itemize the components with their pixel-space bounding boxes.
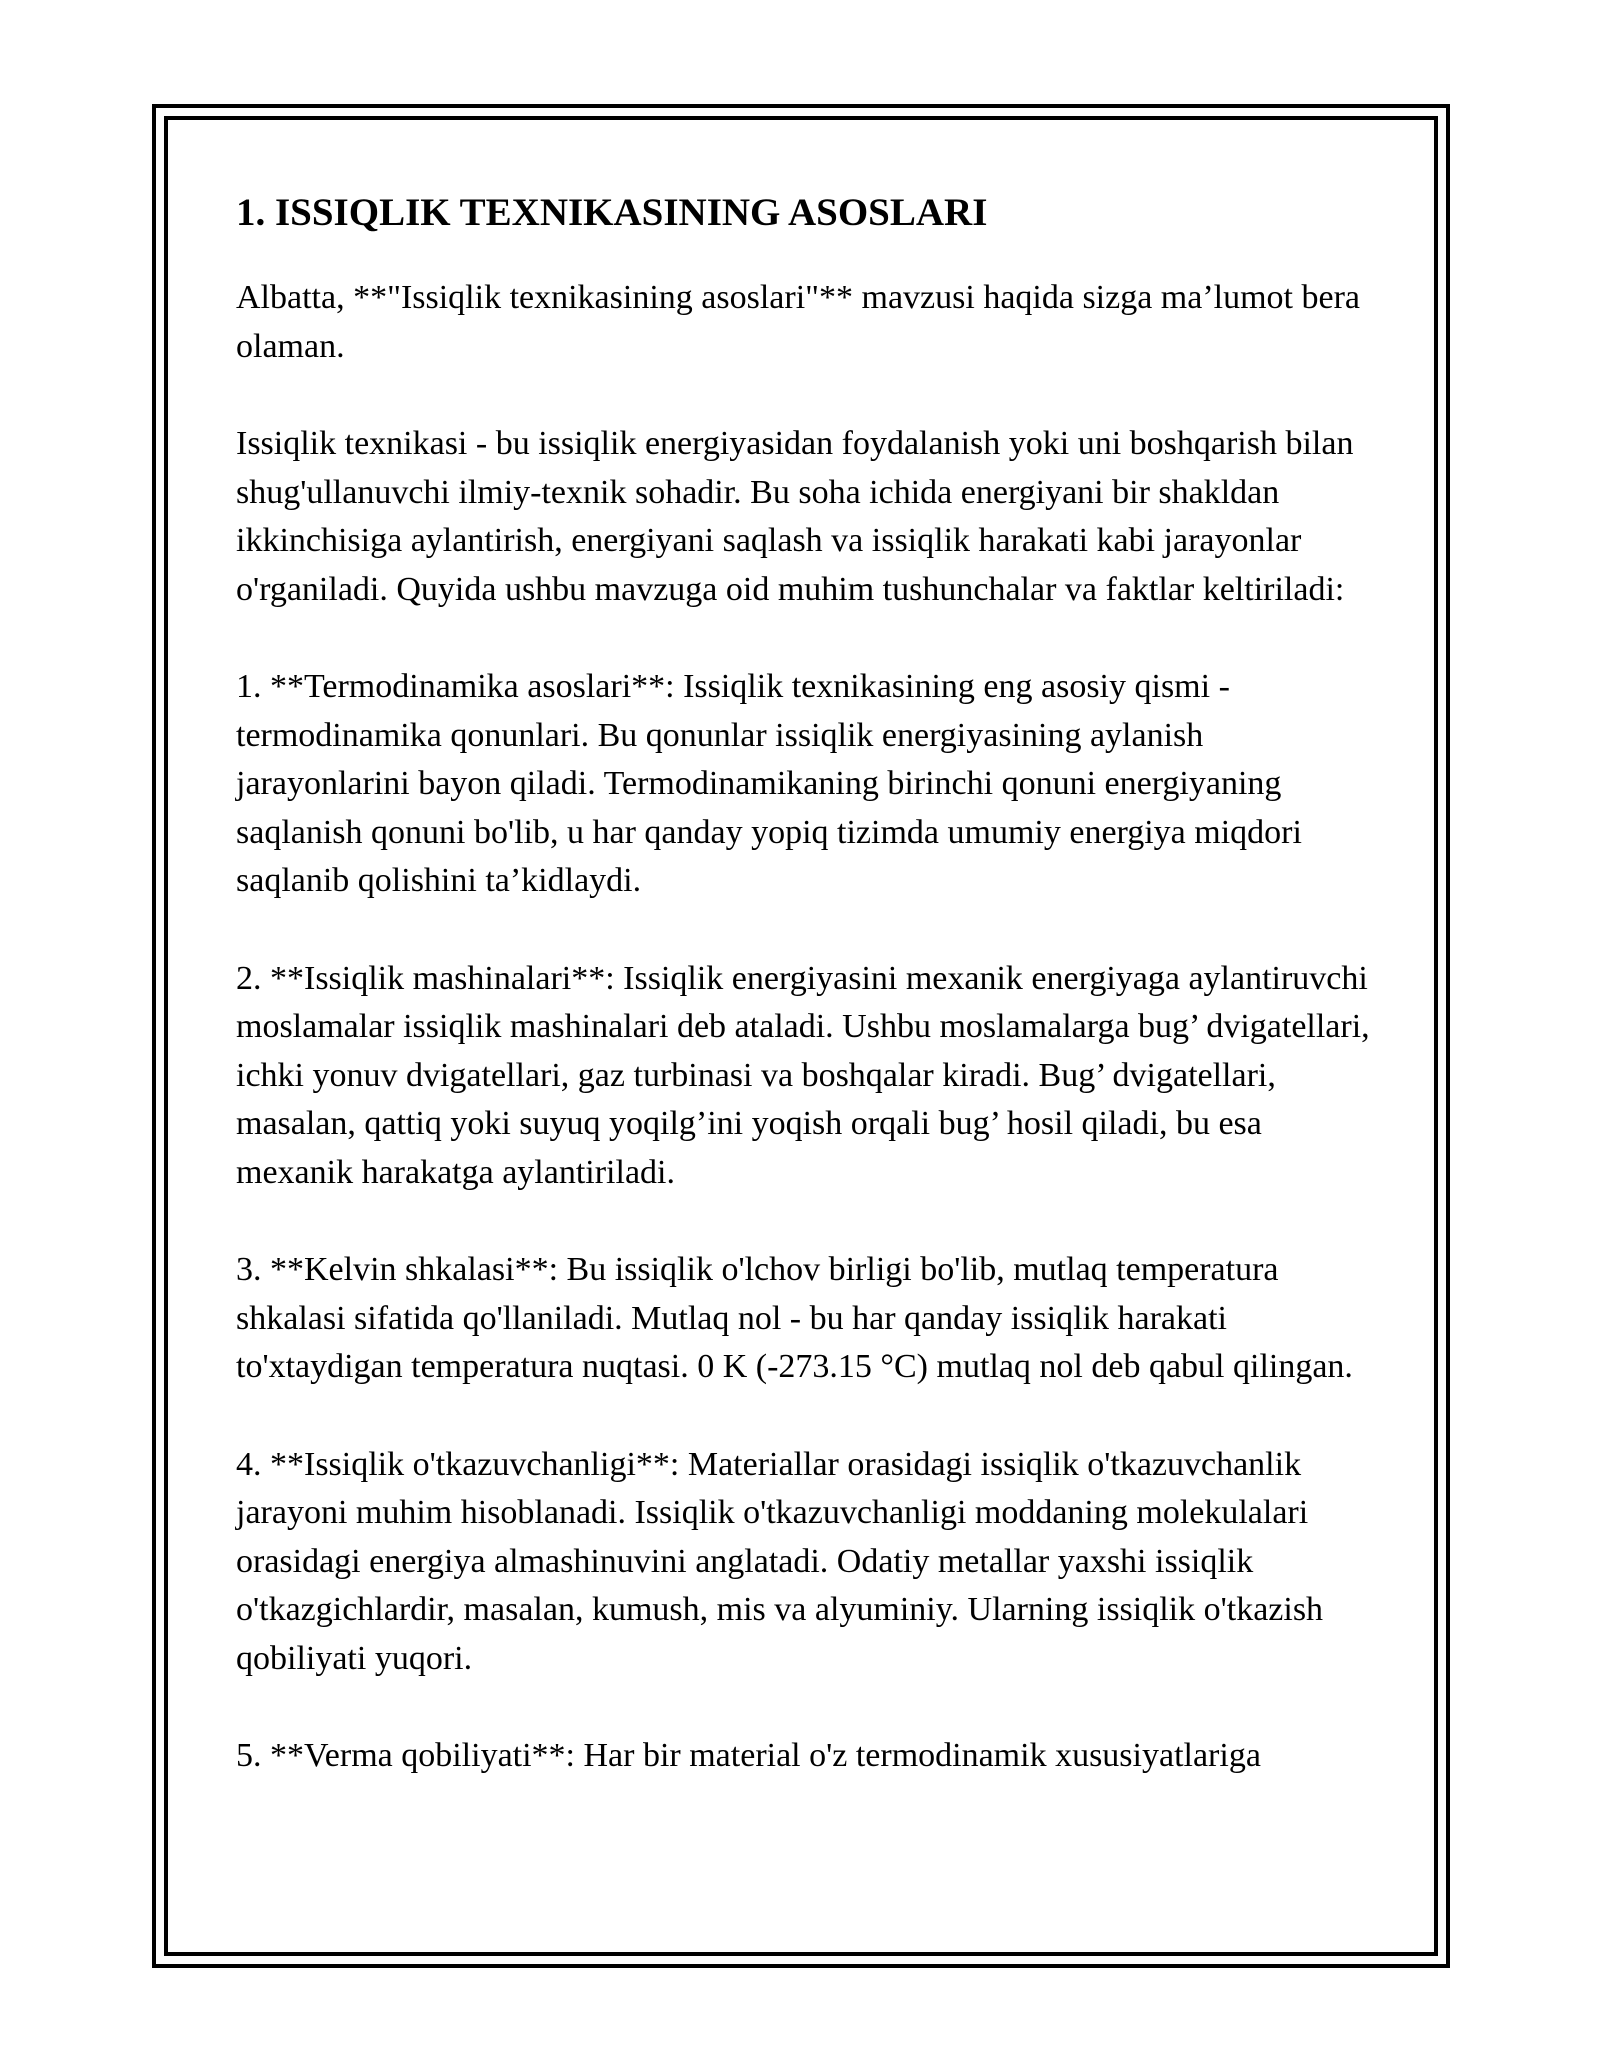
list-item-heat-engines: 2. **Issiqlik mashinalari**: Issiqlik energiyasini mexanik energiyaga aylantiruvchi moslamalar issiqlik mashinalari deb ataladi. Ushbu moslamalarga bug’ dvigatellari, ichki yonuv dvigatellari, gaz turbinasi va boshqalar kiradi. Bug’ dvigatellari, masalan, qattiq yoki suyuq yoqilg’ini yoqish orqali bug’ hosil qiladi, bu esa mexanik harakatga aylantiriladi.	[236, 959, 1370, 1191]
document-body	[236, 188, 1376, 1781]
list-item-thermal-conductivity: 4. **Issiqlik o'tkazuvchanligi**: Materiallar orasidagi issiqlik o'tkazuvchanlik jarayoni muhim hisoblanadi. Issiqlik o'tkazuvchanligi moddaning molekulalari orasidagi energiya almashinuvini anglatadi. Odatiy metallar yaxshi issiqlik o'tkazgichlardir, masalan, kumush, mis va alyuminiy. Ularning issiqlik o'tkazish qobiliyati yuqori.	[236, 1445, 1324, 1677]
overview-paragraph: Issiqlik texnikasi - bu issiqlik energiyasidan foydalanish yoki uni boshqarish bilan shug'ullanuvchi ilmiy-texnik sohadir. Bu soha ichida energiyani bir shakldan ikkinchisiga aylantirish, energiyani saqlash va issiqlik harakati kabi jarayonlar o'rganiladi. Quyida ushbu mavzuga oid muhim tushunchalar va faktlar keltiriladi:	[236, 425, 1354, 608]
document-heading: 1. ISSIQLIK TEXNIKASINING ASOSLARI	[236, 191, 988, 234]
list-item-kelvin-scale: 3. **Kelvin shkalasi**: Bu issiqlik o'lchov birligi bo'lib, mutlaq temperatura shkalasi sifatida qo'llaniladi. Mutlaq nol - bu har qanday issiqlik harakati to'xtaydigan temperatura nuqtasi. 0 K (-273.15 °C) mutlaq nol deb qabul qilingan.	[236, 1251, 1353, 1385]
list-item-thermodynamics: 1. **Termodinamika asoslari**: Issiqlik texnikasining eng asosiy qismi - termodinamika qonunlari. Bu qonunlar issiqlik energiyasining aylanish jarayonlarini bayon qiladi. Termodinamikaning birinchi qonuni energiyaning saqlanish qonuni bo'lib, u har qanday yopiq tizimda umumiy energiya miqdori saqlanib qolishini ta’kidlaydi.	[236, 668, 1302, 899]
list-item-verma-ability: 5. **Verma qobiliyati**: Har bir material o'z termodinamik xususiyatlariga	[236, 1737, 1261, 1774]
intro-paragraph: Albatta, **"Issiqlik texnikasining asoslari"** mavzusi haqida sizga ma’lumot bera olaman.	[236, 279, 1361, 365]
